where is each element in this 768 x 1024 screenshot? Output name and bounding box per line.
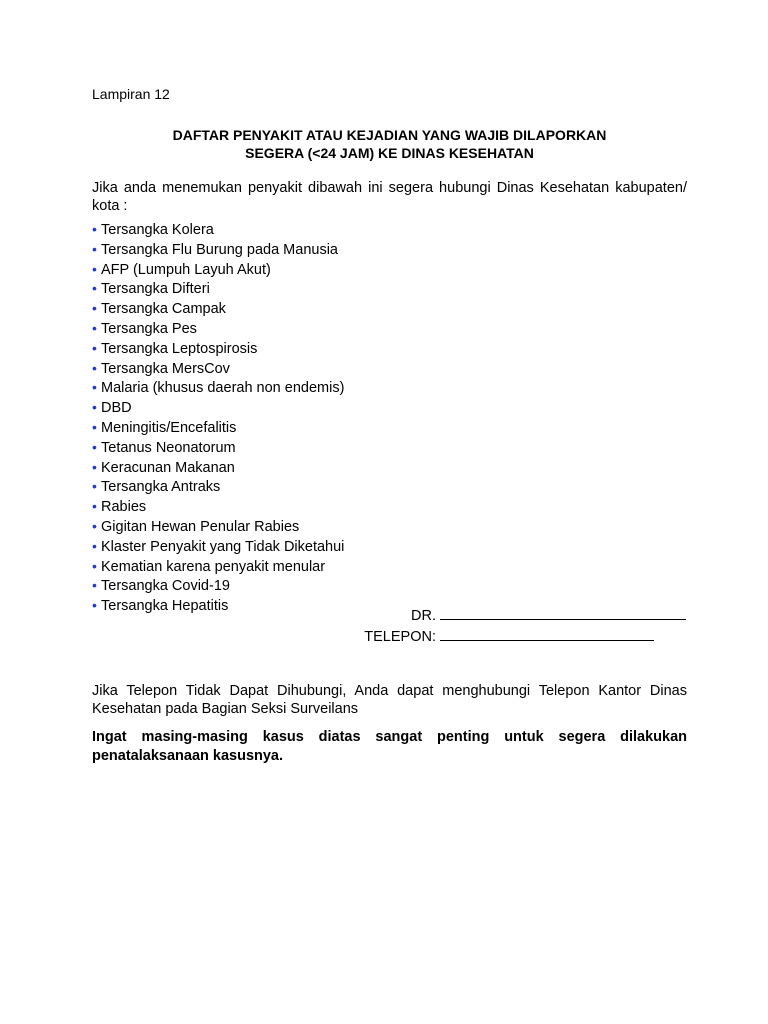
disease-list-item bbox=[92, 497, 344, 517]
disease-list-item bbox=[92, 557, 344, 577]
reminder-paragraph: Ingat masing-masing kasus diatas sangat penting untuk segera dilakukan penatalaksanaan kasusnya. bbox=[92, 729, 687, 764]
disease-name: Tersangka Leptospirosis bbox=[101, 340, 258, 357]
bullet-icon: • bbox=[92, 418, 97, 435]
bullet-icon: • bbox=[92, 498, 97, 515]
bullet-icon: • bbox=[92, 597, 97, 614]
note-paragraph: Jika Telepon Tidak Dapat Dihubungi, Anda dapat menghubungi Telepon Kantor Dinas Kesehatan pada Bagian Seksi Surveilans bbox=[92, 683, 687, 717]
disease-name: Malaria (khusus daerah non endemis) bbox=[101, 380, 345, 397]
disease-list-item bbox=[92, 576, 344, 596]
disease-list bbox=[92, 220, 344, 616]
disease-name: Tersangka Hepatitis bbox=[101, 598, 229, 615]
disease-name: Meningitis/Encefalitis bbox=[101, 419, 237, 436]
bullet-icon: • bbox=[92, 280, 97, 297]
disease-name: DBD bbox=[101, 400, 132, 417]
disease-list-item bbox=[92, 438, 344, 458]
bullet-icon: • bbox=[92, 260, 97, 277]
disease-list-item bbox=[92, 398, 344, 418]
phone-label: TELEPON: bbox=[364, 628, 436, 645]
document-title bbox=[92, 126, 687, 162]
bullet-icon: • bbox=[92, 359, 97, 376]
disease-list-item bbox=[92, 220, 344, 240]
bullet-icon: • bbox=[92, 478, 97, 495]
bullet-icon: • bbox=[92, 240, 97, 257]
disease-list-item bbox=[92, 299, 344, 319]
disease-name: Kematian karena penyakit menular bbox=[101, 558, 326, 575]
title-line-2: SEGERA (<24 JAM) KE DINAS KESEHATAN bbox=[245, 145, 534, 161]
bullet-icon: • bbox=[92, 399, 97, 416]
bullet-icon: • bbox=[92, 339, 97, 356]
disease-list-item bbox=[92, 517, 344, 537]
bullet-icon: • bbox=[92, 557, 97, 574]
disease-name: Tersangka Flu Burung pada Manusia bbox=[101, 241, 338, 258]
bullet-icon: • bbox=[92, 537, 97, 554]
bullet-icon: • bbox=[92, 517, 97, 534]
disease-name: Keracunan Makanan bbox=[101, 459, 235, 476]
disease-list-item bbox=[92, 596, 344, 616]
title-line-1: DAFTAR PENYAKIT ATAU KEJADIAN YANG WAJIB DILAPORKAN bbox=[172, 127, 607, 143]
disease-name: Tersangka Pes bbox=[101, 320, 197, 337]
disease-list-item bbox=[92, 279, 344, 299]
disease-list-item bbox=[92, 477, 344, 497]
bullet-icon: • bbox=[92, 438, 97, 455]
disease-name: Klaster Penyakit yang Tidak Diketahui bbox=[101, 538, 345, 555]
signature-block bbox=[364, 606, 686, 647]
bullet-icon: • bbox=[92, 458, 97, 475]
disease-list-item bbox=[92, 418, 344, 438]
intro-paragraph: Jika anda menemukan penyakit dibawah ini segera hubungi Dinas Kesehatan kabupaten/ kota : bbox=[92, 180, 687, 214]
disease-list-item bbox=[92, 339, 344, 359]
doctor-blank-line bbox=[440, 606, 686, 620]
disease-list-item bbox=[92, 537, 344, 557]
bullet-icon: • bbox=[92, 300, 97, 317]
phone-row bbox=[364, 627, 686, 648]
bullet-icon: • bbox=[92, 221, 97, 237]
bullet-icon: • bbox=[92, 379, 97, 396]
bullet-icon: • bbox=[92, 319, 97, 336]
appendix-label: Lampiran 12 bbox=[92, 86, 170, 102]
disease-name: Gigitan Hewan Penular Rabies bbox=[101, 518, 300, 535]
disease-name: Tersangka Kolera bbox=[101, 222, 214, 238]
disease-name: Tetanus Neonatorum bbox=[101, 439, 236, 456]
disease-name: Tersangka Campak bbox=[101, 301, 226, 318]
disease-name: Tersangka Antraks bbox=[101, 479, 221, 496]
disease-name: Tersangka Difteri bbox=[101, 281, 210, 298]
doctor-label: DR. bbox=[411, 608, 436, 624]
disease-name: Tersangka Covid-19 bbox=[101, 578, 230, 595]
disease-list-item bbox=[92, 458, 344, 478]
phone-blank-line bbox=[440, 627, 654, 641]
disease-name: Rabies bbox=[101, 499, 147, 516]
disease-list-item bbox=[92, 359, 344, 379]
bullet-icon: • bbox=[92, 577, 97, 594]
disease-name: Tersangka MersCov bbox=[101, 360, 230, 377]
disease-list-item bbox=[92, 260, 344, 280]
disease-list-item bbox=[92, 319, 344, 339]
disease-list-item bbox=[92, 378, 344, 398]
doctor-row bbox=[364, 606, 686, 627]
disease-list-item bbox=[92, 240, 344, 260]
disease-name: AFP (Lumpuh Layuh Akut) bbox=[101, 261, 271, 278]
